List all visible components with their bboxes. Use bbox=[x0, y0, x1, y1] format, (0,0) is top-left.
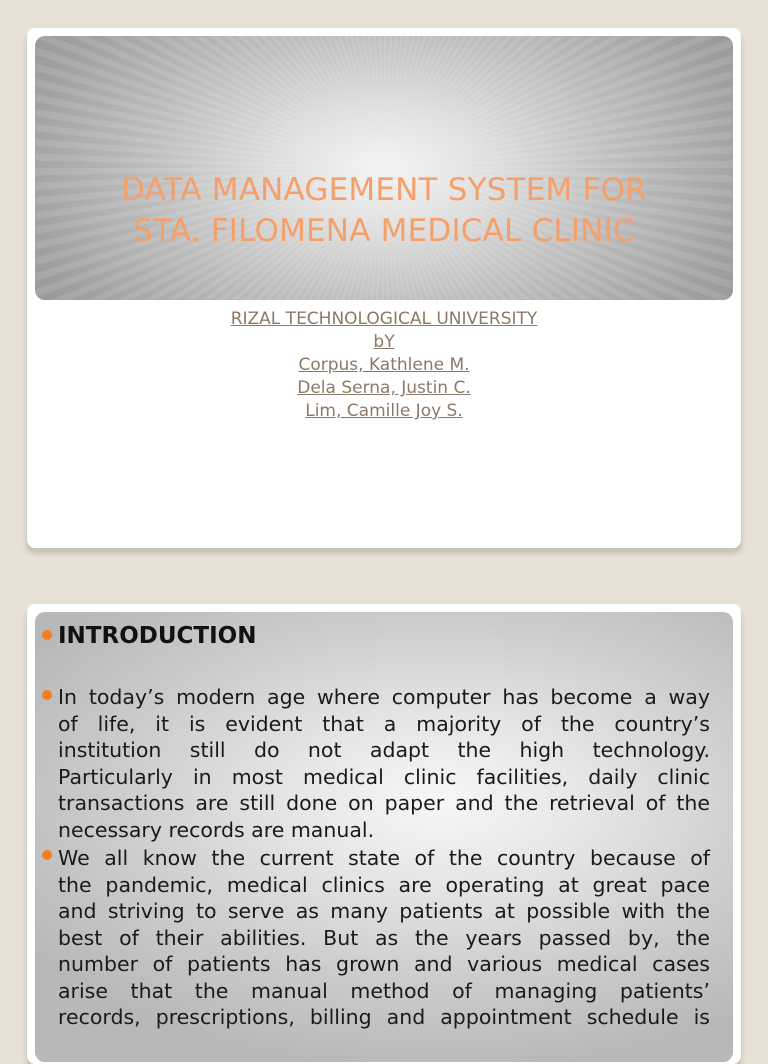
text-line: the pandemic, medical clinics are operating at great pace bbox=[58, 872, 710, 897]
text-line: best of their abilities. But as the years passed by, the bbox=[58, 925, 710, 950]
text-line: records, prescriptions, billing and appointment schedule is bbox=[58, 1005, 710, 1029]
text-line: We all know the current state of the country because of bbox=[58, 846, 710, 870]
title-banner bbox=[35, 36, 733, 300]
text-line: transactions are still done on paper and the retrieval of the bbox=[58, 791, 710, 815]
author-name: Lim, Camille Joy S. bbox=[305, 401, 463, 421]
title-slide bbox=[27, 28, 741, 548]
author-block bbox=[27, 308, 741, 423]
author-name: Corpus, Kathlene M. bbox=[298, 355, 470, 375]
text-line: necessary records are manual. bbox=[58, 817, 375, 842]
text-line: In today’s modern age where computer has become a way bbox=[58, 685, 710, 709]
university-name: RIZAL TECHNOLOGICAL UNIVERSITY bbox=[230, 309, 538, 329]
title-line-2: STA. FILOMENA MEDICAL CLINIC bbox=[133, 213, 635, 249]
author-name: Dela Serna, Justin C. bbox=[297, 378, 471, 398]
text-line: and striving to serve as many patients at possible with the bbox=[58, 899, 710, 923]
section-heading: INTRODUCTION bbox=[58, 623, 257, 649]
slide-title bbox=[35, 170, 733, 252]
text-line: institution still do not adapt the high technology. bbox=[58, 738, 710, 762]
intro-paragraph-2 bbox=[58, 845, 710, 1031]
text-line: Particularly in most medical clinic facilities, daily clinic bbox=[58, 764, 710, 789]
title-line-1: DATA MANAGEMENT SYSTEM FOR bbox=[121, 172, 647, 208]
bullet-icon bbox=[42, 850, 52, 860]
bullet-icon bbox=[42, 690, 52, 700]
text-line: arise that the manual method of managing patients’ bbox=[58, 978, 710, 1003]
text-line: of life, it is evident that a majority of the country’s bbox=[58, 711, 710, 736]
by-label: bY bbox=[373, 332, 395, 352]
intro-paragraph-1 bbox=[58, 684, 710, 843]
text-line: number of patients has grown and various medical cases bbox=[58, 952, 710, 976]
bullet-icon bbox=[42, 630, 52, 640]
